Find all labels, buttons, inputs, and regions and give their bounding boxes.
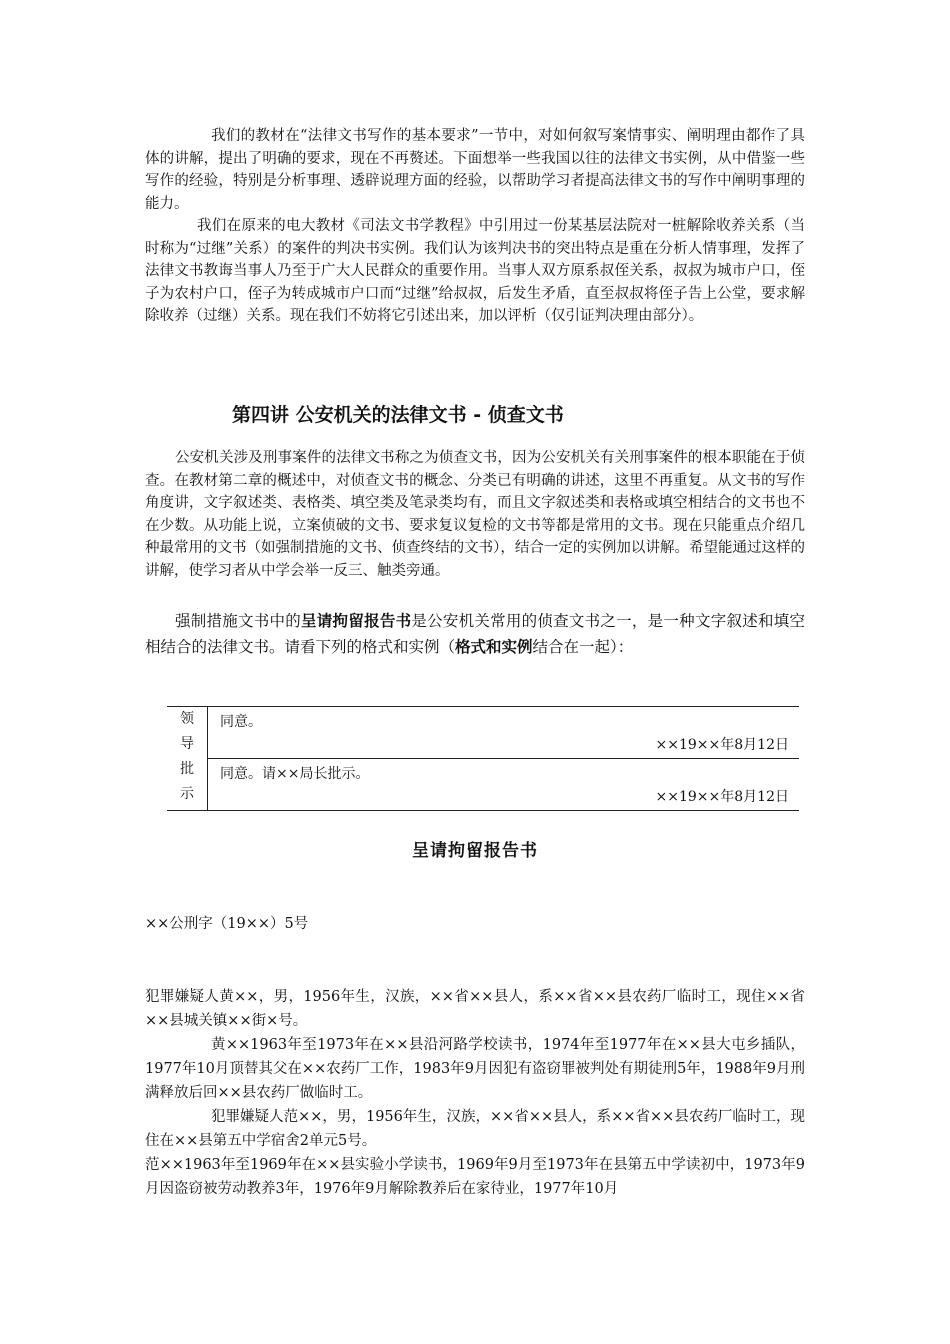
suspect-2-info: 犯罪嫌疑人范××，男，1956年生，汉族，××省××县人，系××省××县农药厂临时工，现住在××县第五中学宿舍2单元5号。 — [145, 1109, 805, 1149]
approval-date: ××19××年8月12日 — [655, 789, 789, 805]
leader-approval-table — [167, 706, 799, 811]
approval-label-char: 导 — [180, 736, 194, 752]
approval-row — [208, 707, 799, 758]
suspect-1-history: 黄××1963年至1973年在××县沿河路学校读书，1974年至1977年在××县大屯乡插队，1977年10月顶替其父在××农药厂工作，1983年9月因犯有盗窃罪被判处有期徒刑5年，1988年9月刑满释放后回××县农药厂做临时工。 — [145, 1037, 805, 1101]
document-number: ××公刑字（19××）5号 — [145, 916, 309, 932]
intro-paragraph-2: 我们在原来的电大教材《司法文书学教程》中引用过一份某基层法院对一桩解除收养关系（当时称为“过继”关系）的案件的判决书实例。我们认为该判决书的突出特点是重在分析人情事理，发挥了法律文书教诲当事人乃至于广大人民群众的重要作用。当事人双方原系叔侄关系，叔叔为城市户口，侄子为农村户口，侄子为转成城市户口而“过继”给叔叔，后发生矛盾，直至叔叔将侄子告上公堂，要求解除收养（过继）关系。现在我们不妨将它引述出来，加以评析（仅引证判决理由部分）。 — [145, 218, 805, 324]
p4-bold-doc-name: 呈请拘留报告书 — [301, 611, 412, 630]
approval-label-char: 领 — [180, 711, 194, 727]
p4-text-c: 结合在一起）： — [532, 638, 634, 656]
report-title: 呈请拘留报告书 — [412, 841, 538, 861]
approval-text: 同意。请××局长批示。 — [220, 766, 370, 782]
intro-paragraph-1: 我们的教材在“法律文书写作的基本要求”一节中，对如何叙写案情事实、阐明理由都作了具体的讲解，提出了明确的要求，现在不再赘述。下面想举一些我国以往的法律文书实例，从中借鉴一些写作的经验，特别是分析事理、透辟说理方面的经验，以帮助学习者提高法律文书的写作中阐明事理的能力。 — [145, 128, 805, 212]
approval-row — [208, 758, 799, 810]
p4-text-b: 是公安机关常用的侦查文书之一，是一种文字叙述和填空相结合的法律文书。请看下列的格式和实例（ — [145, 612, 805, 656]
approval-date: ××19××年8月12日 — [655, 737, 789, 753]
approval-label-char: 示 — [180, 786, 194, 802]
lecture-heading: 第四讲 公安机关的法律文书 - 侦查文书 — [232, 404, 564, 426]
p4-bold-format: 格式和实例 — [455, 637, 533, 656]
approval-text: 同意。 — [220, 714, 262, 730]
lecture-paragraph-format — [145, 608, 805, 660]
lecture-paragraph: 公安机关涉及刑事案件的法律文书称之为侦查文书，因为公安机关有关刑事案件的根本职能在于侦查。在教材第二章的概述中，对侦查文书的概念、分类已有明确的讲述，这里不再重复。从文书的写作角度讲，文字叙述类、表格类、填空类及笔录类均有，而且文字叙述类和表格或填空相结合的文书也不在少数。从功能上说，立案侦破的文书、要求复议复检的文书等都是常用的文书。现在只能重点介绍几种最常用的文书（如强制措施的文书、侦查终结的文书），结合一定的实例加以讲解。希望能通过这样的讲解，使学习者从中学会举一反三、触类旁通。 — [145, 450, 805, 579]
approval-label-char: 批 — [180, 761, 194, 777]
suspect-2-history: 范××1963年至1969年在××县实验小学读书，1969年9月至1973年在县第五中学读初中，1973年9月因盗窃被劳动教养3年，1976年9月解除教养后在家待业，1977年10月 — [145, 1157, 805, 1197]
approval-label-column — [167, 707, 208, 810]
suspect-1-info: 犯罪嫌疑人黄××，男，1956年生，汉族，××省××县人，系××省××县农药厂临时工，现住××省××县城关镇××街×号。 — [145, 989, 805, 1029]
p4-text-a: 强制措施文书中的 — [175, 612, 302, 630]
